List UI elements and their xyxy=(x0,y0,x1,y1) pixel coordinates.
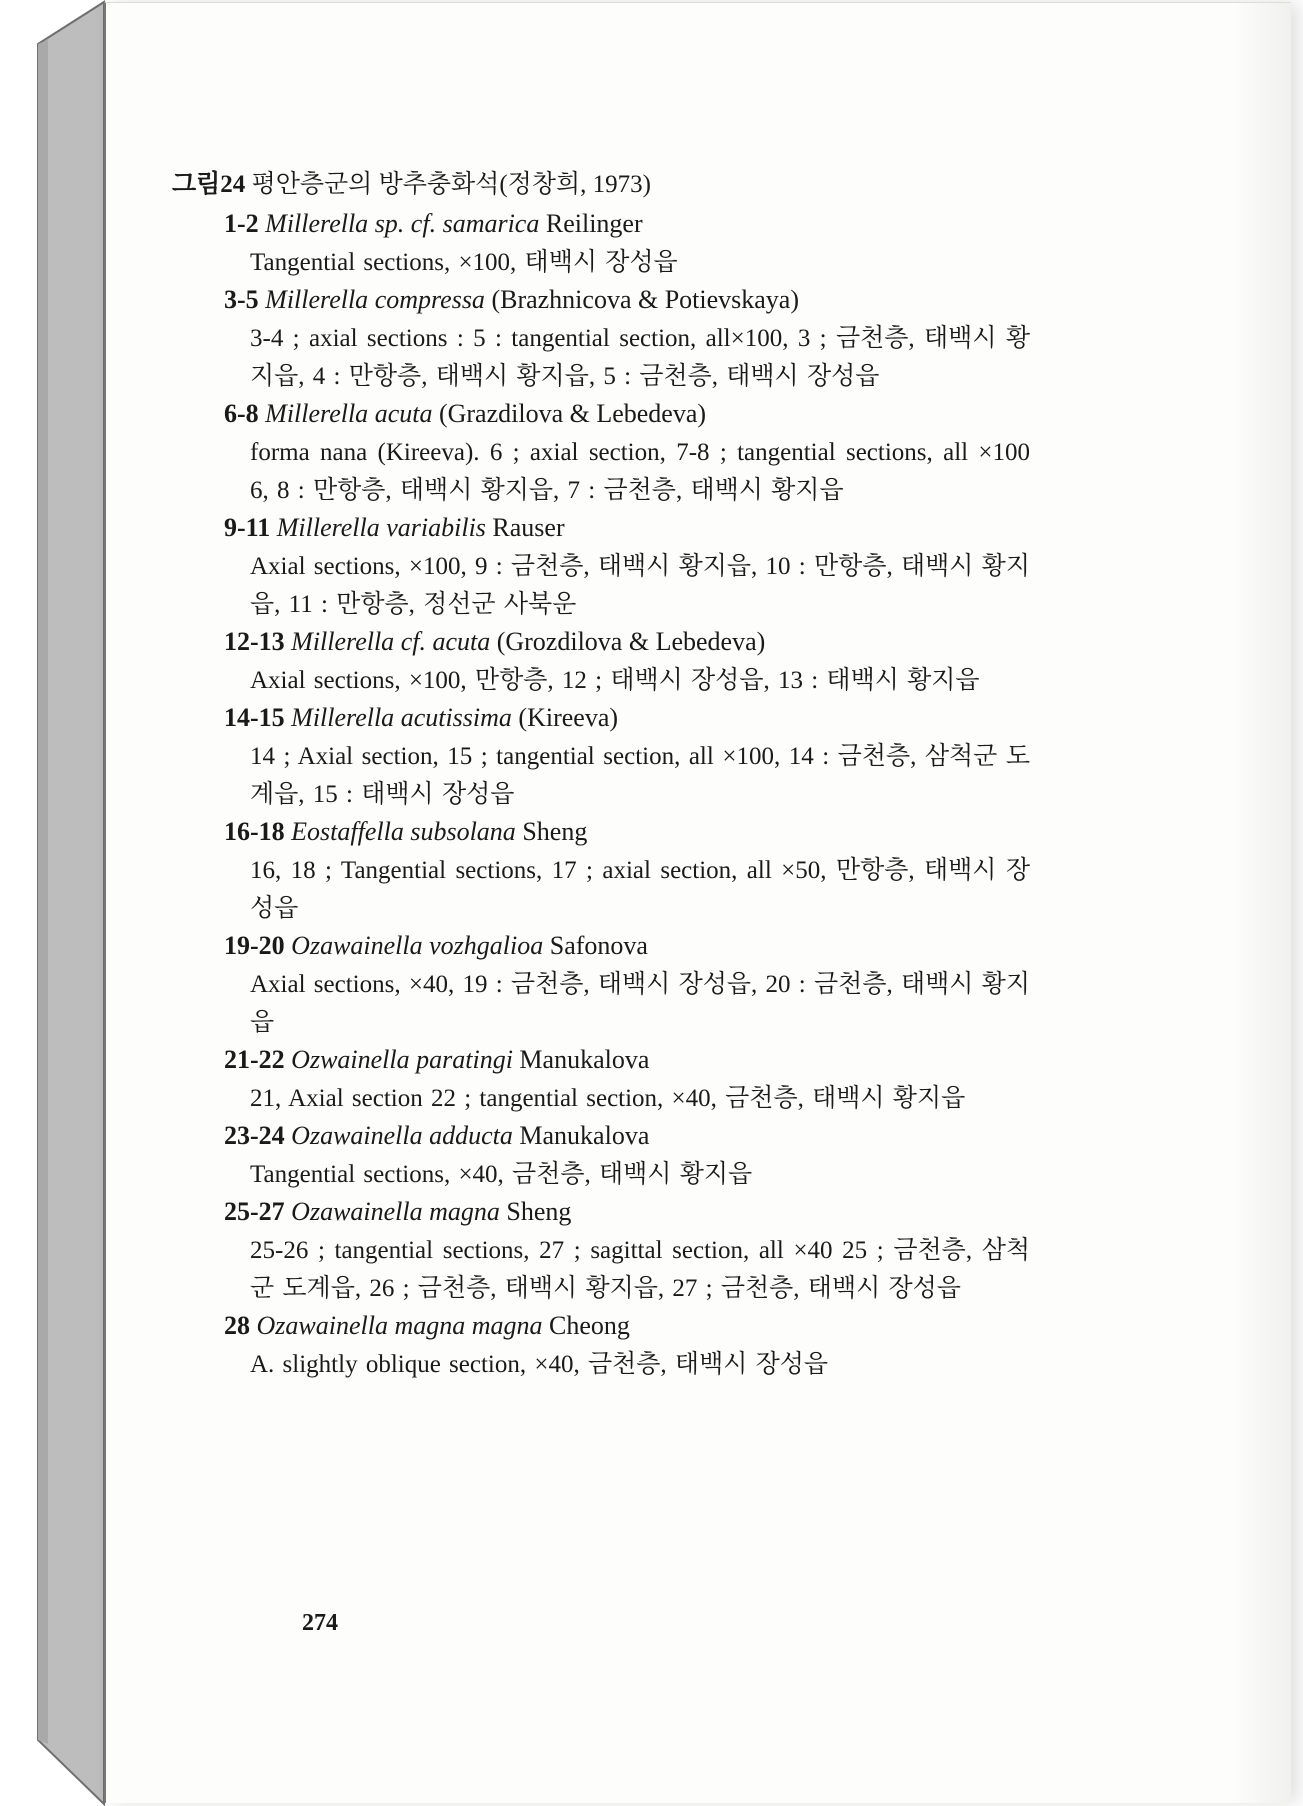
entry-description: Axial sections, ×100, 9 : 금천층, 태백시 황지읍, 10 : 만항층, 태백시 황지읍, 11 : 만항층, 정선군 사북운 xyxy=(250,553,1030,618)
author-name: (Grazdilova & Lebedeva) xyxy=(438,399,707,428)
genus-name: Ozawainella xyxy=(256,1311,388,1340)
entry-heading xyxy=(224,282,1132,320)
species-name: acuta xyxy=(374,399,433,428)
figure-caption-block xyxy=(172,168,1132,1384)
species-name: subsolana xyxy=(410,817,516,846)
entry-description: Axial sections, ×40, 19 : 금천층, 태백시 장성읍, 20 : 금천층, 태백시 황지읍 xyxy=(250,971,1030,1036)
figure-label: 그림24 xyxy=(172,171,246,198)
species-name: acutissima xyxy=(400,703,512,732)
entry-heading xyxy=(224,206,1132,244)
author-name: (Grozdilova & Lebedeva) xyxy=(496,627,766,656)
entry-heading xyxy=(224,1194,1132,1232)
genus-name: Millerella xyxy=(265,285,369,314)
species-entry xyxy=(224,1118,1132,1194)
species-name: vozhgalioa xyxy=(429,931,544,960)
species-name: compressa xyxy=(374,285,485,314)
entry-description: Tangential sections, ×40, 금천층, 태백시 황지읍 xyxy=(250,1161,753,1188)
author-name: Reilinger xyxy=(545,209,643,238)
author-name: Rauser xyxy=(492,513,565,542)
page-number: 274 xyxy=(302,1610,338,1636)
entry-heading xyxy=(224,1118,1132,1156)
species-entry xyxy=(224,1194,1132,1308)
entry-heading xyxy=(224,624,1132,662)
entry-heading xyxy=(224,396,1132,434)
book-spine-edge xyxy=(0,0,110,1806)
entry-description: 21, Axial section 22 ; tangential section, ×40, 금천층, 태백시 황지읍 xyxy=(250,1085,966,1112)
genus-name: Millerella xyxy=(265,399,369,428)
author-name: Sheng xyxy=(522,817,588,846)
author-name: Cheong xyxy=(549,1311,630,1340)
genus-name: Millerella xyxy=(265,209,369,238)
species-entry xyxy=(224,624,1132,700)
author-name: Sheng xyxy=(506,1197,572,1226)
genus-name: Eostaffella xyxy=(291,817,404,846)
genus-name: Millerella xyxy=(276,513,380,542)
entry-heading xyxy=(224,1308,1132,1346)
species-entry xyxy=(224,1042,1132,1118)
figure-title xyxy=(172,168,1132,206)
entry-number: 6-8 xyxy=(224,399,259,428)
entry-number: 25-27 xyxy=(224,1197,285,1226)
author-name: Manukalova xyxy=(519,1045,650,1074)
entry-description: A. slightly oblique section, ×40, 금천층, 태백시 장성읍 xyxy=(250,1351,829,1378)
species-name: magna magna xyxy=(394,1311,543,1340)
author-name: Safonova xyxy=(549,931,648,960)
entry-number: 12-13 xyxy=(224,627,285,656)
species-name: cf. acuta xyxy=(400,627,491,656)
entry-description: 14 ; Axial section, 15 ; tangential section, all ×100, 14 : 금천층, 삼척군 도계읍, 15 : 태백시 장성읍 xyxy=(250,743,1030,808)
entry-description: forma nana (Kireeva). 6 ; axial section, 7-8 ; tangential sections, all ×100 6, 8 : 만항층, 태백시 황지읍, 7 : 금천층, 태백시 황지읍 xyxy=(250,439,1030,504)
genus-name: Ozawainella xyxy=(291,1197,423,1226)
species-entry xyxy=(224,510,1132,624)
entry-description: Tangential sections, ×100, 태백시 장성읍 xyxy=(250,249,678,276)
author-name: (Brazhnicova & Potievskaya) xyxy=(491,285,800,314)
entry-description: Axial sections, ×100, 만항층, 12 ; 태백시 장성읍, 13 : 태백시 황지읍 xyxy=(250,667,980,694)
species-entry xyxy=(224,282,1132,396)
genus-name: Ozawainella xyxy=(291,1121,423,1150)
species-name: magna xyxy=(429,1197,500,1226)
species-name: variabilis xyxy=(386,513,486,542)
entry-number: 1-2 xyxy=(224,209,259,238)
entry-heading xyxy=(224,814,1132,852)
entry-number: 19-20 xyxy=(224,931,285,960)
entry-heading xyxy=(224,1042,1132,1080)
entry-description: 16, 18 ; Tangential sections, 17 ; axial section, all ×50, 만항층, 태백시 장성읍 xyxy=(250,857,1030,922)
entry-number: 14-15 xyxy=(224,703,285,732)
entry-number: 16-18 xyxy=(224,817,285,846)
species-entry xyxy=(224,700,1132,814)
entry-heading xyxy=(224,510,1132,548)
species-name: sp. cf. samarica xyxy=(374,209,540,238)
entry-number: 21-22 xyxy=(224,1045,285,1074)
species-name: adducta xyxy=(429,1121,513,1150)
species-entry xyxy=(224,1308,1132,1384)
author-name: Manukalova xyxy=(519,1121,650,1150)
page-shadow xyxy=(1231,3,1291,1803)
genus-name: Millerella xyxy=(291,703,395,732)
species-entry xyxy=(224,206,1132,282)
figure-title-text: 평안층군의 방추충화석(정창희, 1973) xyxy=(251,171,651,198)
entry-heading xyxy=(224,928,1132,966)
entry-heading xyxy=(224,700,1132,738)
species-list xyxy=(172,206,1132,1384)
entry-number: 28 xyxy=(224,1311,250,1340)
entry-number: 3-5 xyxy=(224,285,259,314)
entry-description: 25-26 ; tangential sections, 27 ; sagittal section, all ×40 25 ; 금천층, 삼척군 도계읍, 26 ; 금천층, 태백시 황지읍, 27 ; 금천층, 태백시 장성읍 xyxy=(250,1237,1030,1302)
genus-name: Ozwainella xyxy=(291,1045,410,1074)
species-entry xyxy=(224,396,1132,510)
entry-number: 9-11 xyxy=(224,513,271,542)
entry-description: 3-4 ; axial sections : 5 : tangential section, all×100, 3 ; 금천층, 태백시 황지읍, 4 : 만항층, 태백시 황지읍, 5 : 금천층, 태백시 장성읍 xyxy=(250,325,1030,390)
species-entry xyxy=(224,928,1132,1042)
entry-number: 23-24 xyxy=(224,1121,285,1150)
genus-name: Millerella xyxy=(291,627,395,656)
species-name: paratingi xyxy=(416,1045,513,1074)
genus-name: Ozawainella xyxy=(291,931,423,960)
species-entry xyxy=(224,814,1132,928)
author-name: (Kireeva) xyxy=(518,703,619,732)
